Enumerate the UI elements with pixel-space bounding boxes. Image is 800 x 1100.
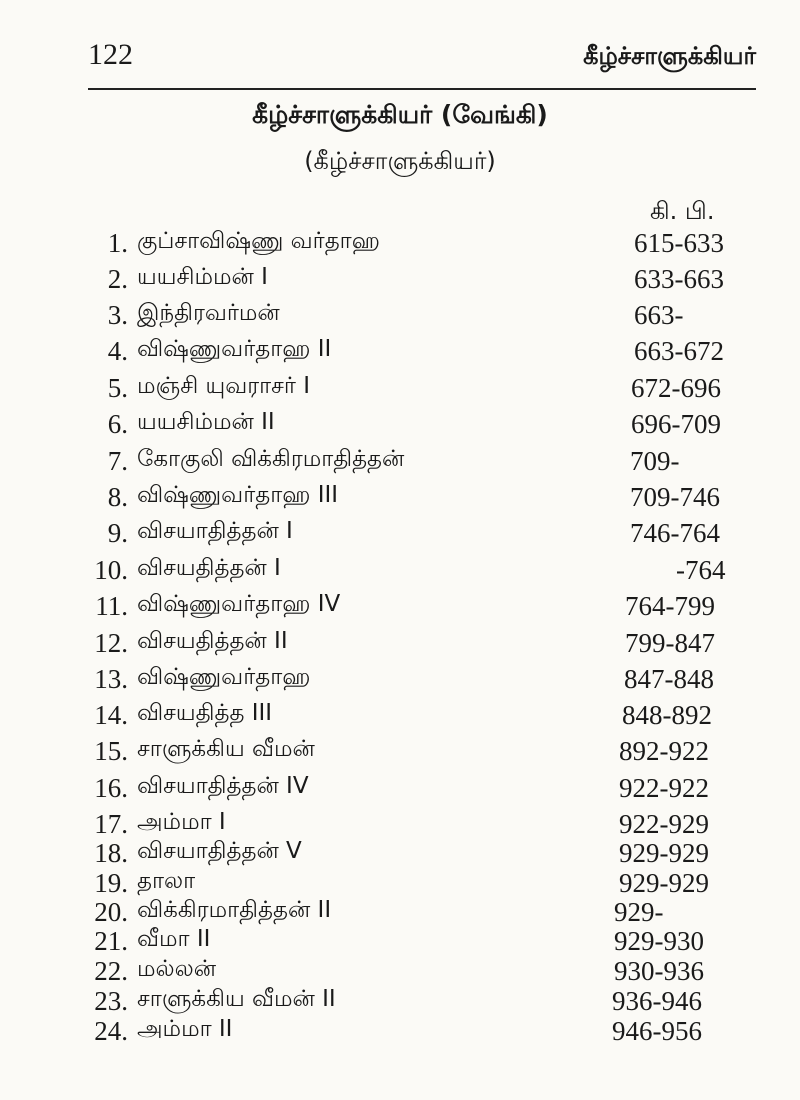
- ruler-number: 24.: [94, 1016, 128, 1046]
- reign-years: 936-946: [612, 986, 702, 1016]
- ruler-name: விஷ்ணுவர்தாஹ III: [137, 482, 339, 508]
- reign-years: 709-746: [630, 482, 720, 512]
- list-item: [0, 736, 800, 770]
- list-item: [0, 628, 800, 662]
- reign-years: 922-922: [619, 773, 709, 803]
- ruler-name: விசயதித்தன் I: [137, 555, 281, 581]
- reign-years: 847-848: [624, 664, 714, 694]
- reign-years: 663-: [634, 300, 684, 330]
- ruler-name: மல்லன்: [137, 956, 216, 982]
- list-item: [0, 264, 800, 298]
- reign-years: 929-930: [614, 926, 704, 956]
- list-item: [0, 300, 800, 334]
- ruler-name: சாளுக்கிய வீமன் II: [137, 986, 336, 1012]
- ruler-number: 22.: [94, 956, 128, 986]
- ruler-number: 21.: [94, 926, 128, 956]
- list-item: [0, 228, 800, 262]
- ruler-name: விஷ்ணுவர்தாஹ: [137, 664, 311, 690]
- page-header: [88, 38, 756, 82]
- reign-years: 848-892: [622, 700, 712, 730]
- ruler-name: விஷ்ணுவர்தாஹ IV: [137, 591, 341, 617]
- ruler-name: விக்கிரமாதித்தன் II: [137, 897, 332, 923]
- reign-years: 663-672: [634, 336, 724, 366]
- list-item: [0, 664, 800, 698]
- ruler-name: விசயதித்த III: [137, 700, 273, 726]
- ruler-name: யயசிம்மன் II: [137, 409, 275, 435]
- reign-years: 746-764: [630, 518, 720, 548]
- ruler-name: விசயாதித்தன் IV: [137, 773, 309, 799]
- ruler-number: 14.: [94, 700, 128, 730]
- ruler-number: 18.: [94, 838, 128, 868]
- ruler-number: 12.: [94, 628, 128, 658]
- reign-years: 929-929: [619, 838, 709, 868]
- ruler-number: 5.: [107, 373, 128, 403]
- reign-years: 930-936: [614, 956, 704, 986]
- ruler-number: 23.: [94, 986, 128, 1016]
- ruler-number: 13.: [94, 664, 128, 694]
- reign-years: 709-: [630, 446, 680, 476]
- ruler-number: 16.: [94, 773, 128, 803]
- list-item: [0, 518, 800, 552]
- ruler-name: குப்சாவிஷ்ணு வர்தாஹ: [137, 228, 380, 254]
- list-item: [0, 926, 800, 960]
- ruler-name: விஷ்ணுவர்தாஹ II: [137, 336, 332, 362]
- list-item: [0, 482, 800, 516]
- ruler-number: 15.: [94, 736, 128, 766]
- ruler-name: மஞ்சி யுவராசர் I: [137, 373, 311, 399]
- reign-years: 922-929: [619, 809, 709, 839]
- ruler-name: விசயதித்தன் II: [137, 628, 288, 654]
- reign-years: -764: [676, 555, 726, 585]
- reign-years: 633-663: [634, 264, 724, 294]
- ruler-number: 20.: [94, 897, 128, 927]
- list-item: [0, 446, 800, 480]
- reign-years: 696-709: [631, 409, 721, 439]
- list-item: [0, 555, 800, 589]
- reign-years: 892-922: [619, 736, 709, 766]
- ruler-number: 6.: [107, 409, 128, 439]
- ruler-name: தாலா: [137, 868, 196, 894]
- running-head: கீழ்ச்சாளுக்கியர்: [583, 42, 756, 70]
- reign-years: 672-696: [631, 373, 721, 403]
- section-subtitle: (கீழ்ச்சாளுக்கியர்): [304, 147, 496, 175]
- ruler-number: 19.: [94, 868, 128, 898]
- reign-years: 929-: [614, 897, 664, 927]
- era-column-label: கி. பி.: [650, 197, 715, 225]
- ruler-number: 9.: [107, 518, 128, 548]
- section-title: கீழ்ச்சாளுக்கியர் (வேங்கி): [252, 100, 548, 129]
- list-item: [0, 838, 800, 872]
- ruler-number: 4.: [107, 336, 128, 366]
- ruler-name: வீமா II: [137, 926, 211, 952]
- list-item: [0, 336, 800, 370]
- list-item: [0, 591, 800, 625]
- list-item: [0, 373, 800, 407]
- reign-years: 799-847: [625, 628, 715, 658]
- ruler-name: யயசிம்மன் I: [137, 264, 268, 290]
- list-item: [0, 409, 800, 443]
- list-item: [0, 700, 800, 734]
- ruler-number: 2.: [107, 264, 128, 294]
- list-item: [0, 1016, 800, 1050]
- ruler-number: 7.: [107, 446, 128, 476]
- ruler-name: அம்மா II: [137, 1016, 233, 1042]
- ruler-name: விசயாதித்தன் I: [137, 518, 293, 544]
- ruler-name: சாளுக்கிய வீமன்: [137, 736, 315, 762]
- ruler-name: அம்மா I: [137, 809, 226, 835]
- ruler-number: 3.: [107, 300, 128, 330]
- list-item: [0, 986, 800, 1020]
- list-item: [0, 773, 800, 807]
- reign-years: 946-956: [612, 1016, 702, 1046]
- reign-years: 929-929: [619, 868, 709, 898]
- ruler-name: கோகுலி விக்கிரமாதித்தன்: [137, 446, 405, 472]
- reign-years: 764-799: [625, 591, 715, 621]
- header-rule: [88, 88, 756, 90]
- ruler-name: இந்திரவர்மன்: [137, 300, 280, 326]
- ruler-number: 11.: [95, 591, 128, 621]
- list-item: [0, 956, 800, 990]
- ruler-number: 1.: [107, 228, 128, 258]
- ruler-name: விசயாதித்தன் V: [137, 838, 302, 864]
- ruler-number: 17.: [94, 809, 128, 839]
- reign-years: 615-633: [634, 228, 724, 258]
- ruler-number: 10.: [94, 555, 128, 585]
- page-number: 122: [88, 38, 133, 71]
- ruler-number: 8.: [107, 482, 128, 512]
